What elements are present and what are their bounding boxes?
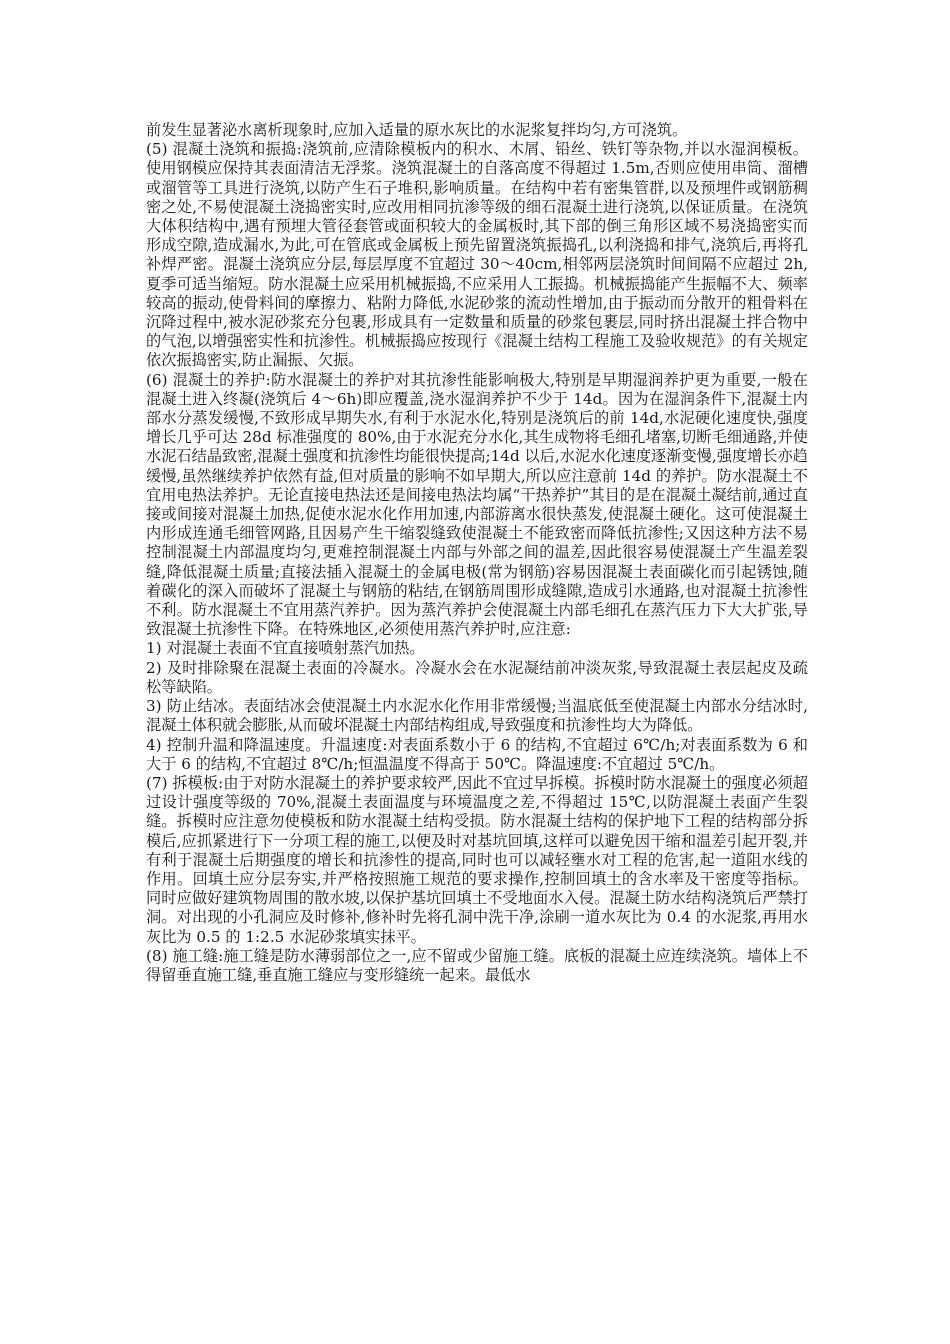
paragraph-construction-joint: (8) 施工缝:施工缝是防水薄弱部位之一,应不留或少留施工缝。底板的混凝土应连续浇筑。墙体上不得留垂直施工缝,垂直施工缝应与变形缝统一起来。最低水 <box>146 946 808 984</box>
list-item-freezing: 3) 防止结冰。表面结冰会使混凝土内水泥水化作用非常缓慢;当温底低至使混凝土内部水分结冰时,混凝土体积就会膨胀,从而破坏混凝土内部结构组成,导致强度和抗渗性均大为降低。 <box>146 697 808 735</box>
paragraph-formwork-removal: (7) 拆模板:由于对防水混凝土的养护要求较严,因此不宜过早拆模。拆模时防水混凝土的强度必须超过设计强度等级的 70%,混凝土表面温度与环境温度之差,不得超过 15℃,以防混凝土表面产生裂缝。拆模时应注意勿使模板和防水混凝土结构受损。防水混凝土结构的保护地下工程的结构部分拆模后,应抓紧进行下一分项工程的施工,以便及时对基坑回填,这样可以避免因干缩和温差引起开裂,并有利于混凝土后期强度的增长和抗渗性的提高,同时也可以减轻壅水对工程的危害,起一道阻水线的作用。回填土应分层夯实,并严格按照施工规范的要求操作,控制回填土的含水率及干密度等指标。同时应做好建筑物周围的散水坡,以保护基坑回填土不受地面水入侵。混凝土防水结构浇筑后严禁打洞。对出现的小孔洞应及时修补,修补时先将孔洞中洗干净,涂刷一道水灰比为 0.4 的水泥浆,再用水灰比为 0.5 的 1:2.5 水泥砂浆填实抹平。 <box>146 773 808 946</box>
list-item-condensate: 2) 及时排除聚在混凝土表面的冷凝水。冷凝水会在水泥凝结前冲淡灰浆,导致混凝土表层起皮及疏松等缺陷。 <box>146 658 808 696</box>
list-item-steam-spray: 1) 对混凝土表面不宜直接喷射蒸汽加热。 <box>146 639 425 658</box>
paragraph-continuation: 前发生显著泌水离析现象时,应加入适量的原水灰比的水泥浆复拌均匀,方可浇筑。 <box>146 121 688 139</box>
paragraph-pouring-vibrating: (5) 混凝土浇筑和振捣:浇筑前,应清除模板内的积水、木屑、铅丝、铁钉等杂物,并以水湿润模板。使用钢模应保持其表面清洁无浮浆。浇筑混凝土的自落高度不得超过 1.5m,否则应使用串筒、溜槽或溜管等工具进行浇筑,以防产生石子堆积,影响质量。在结构中若有密集管群,以及预埋件或钢筋稠密之处,不易使混凝土浇捣密实时,应改用相同抗渗等级的细石混凝土进行浇筑,以保证质量。在浇筑大体积结构中,遇有预埋大管径套管或面积较大的金属板时,其下部的倒三角形区域不易浇捣密实而形成空隙,造成漏水,为此,可在管底或金属板上预先留置浇筑振捣孔,以利浇捣和排气,浇筑后,再将孔补焊严密。混凝土浇筑应分层,每层厚度不宜超过 30～40cm,相邻两层浇筑时间间隔不应超过 2h,夏季可适当缩短。防水混凝土应采用机械振捣,不应采用人工振捣。机械振捣能产生振幅不大、频率较高的振动,使骨料间的摩擦力、粘附力降低,水泥砂浆的流动性增加,由于振动而分散开的粗骨料在沉降过程中,被水泥砂浆充分包裹,形成具有一定数量和质量的砂浆包裹层,同时挤出混凝土拌合物中的气泡,以增强密实性和抗渗性。机械振捣应按现行《混凝土结构工程施工及验收规范》的有关规定依次振捣密实,防止漏振、欠振。 <box>146 140 808 370</box>
document-body <box>146 121 808 985</box>
list-item-temperature-rate: 4) 控制升温和降温速度。升温速度:对表面系数小于 6 的结构,不宜超过 6℃/h;对表面系数为 6 和大于 6 的结构,不宜超过 8℃/h;恒温温度不得高于 50℃。降温速度:不宜超过 5℃/h。 <box>146 735 808 773</box>
paragraph-curing: (6) 混凝土的养护:防水混凝土的养护对其抗渗性能影响极大,特别是早期湿润养护更为重要,一般在混凝土进入终凝(浇筑后 4～6h)即应覆盖,浇水湿润养护不少于 14d。因为在湿润条件下,混凝土内部水分蒸发缓慢,不致形成早期失水,有利于水泥水化,特别是浇筑后的前 14d,水泥硬化速度快,强度增长几乎可达 28d 标准强度的 80%,由于水泥充分水化,其生成物将毛细孔堵塞,切断毛细通路,并使水泥石结晶致密,混凝土强度和抗渗性均能很快提高;14d 以后,水泥水化速度逐渐变慢,强度增长亦趋缓慢,虽然继续养护依然有益,但对质量的影响不如早期大,所以应注意前 14d 的养护。防水混凝土不宜用电热法养护。无论直接电热法还是间接电热法均属“干热养护”其目的是在混凝土凝结前,通过直接或间接对混凝土加热,促使水泥水化作用加速,内部游离水很快蒸发,使混凝土硬化。这可使混凝土内形成连通毛细管网路,且因易产生干缩裂缝致使混凝土不能致密而降低抗渗性;又因这种方法不易控制混凝土内部温度均匀,更难控制混凝土内部与外部之间的温差,因此很容易使混凝土产生温差裂缝,降低混凝土质量;直接法插入混凝土的金属电极(常为钢筋)容易因混凝土表面碳化而引起锈蚀,随着碳化的深入而破坏了混凝土与钢筋的粘结,在钢筋周围形成缝隙,造成引水通路,也对混凝土抗渗性不利。防水混凝土不宜用蒸汽养护。因为蒸汽养护会使混凝土内部毛细孔在蒸汽压力下大大扩张,导致混凝土抗渗性下降。在特殊地区,必须使用蒸汽养护时,应注意: <box>146 370 808 639</box>
